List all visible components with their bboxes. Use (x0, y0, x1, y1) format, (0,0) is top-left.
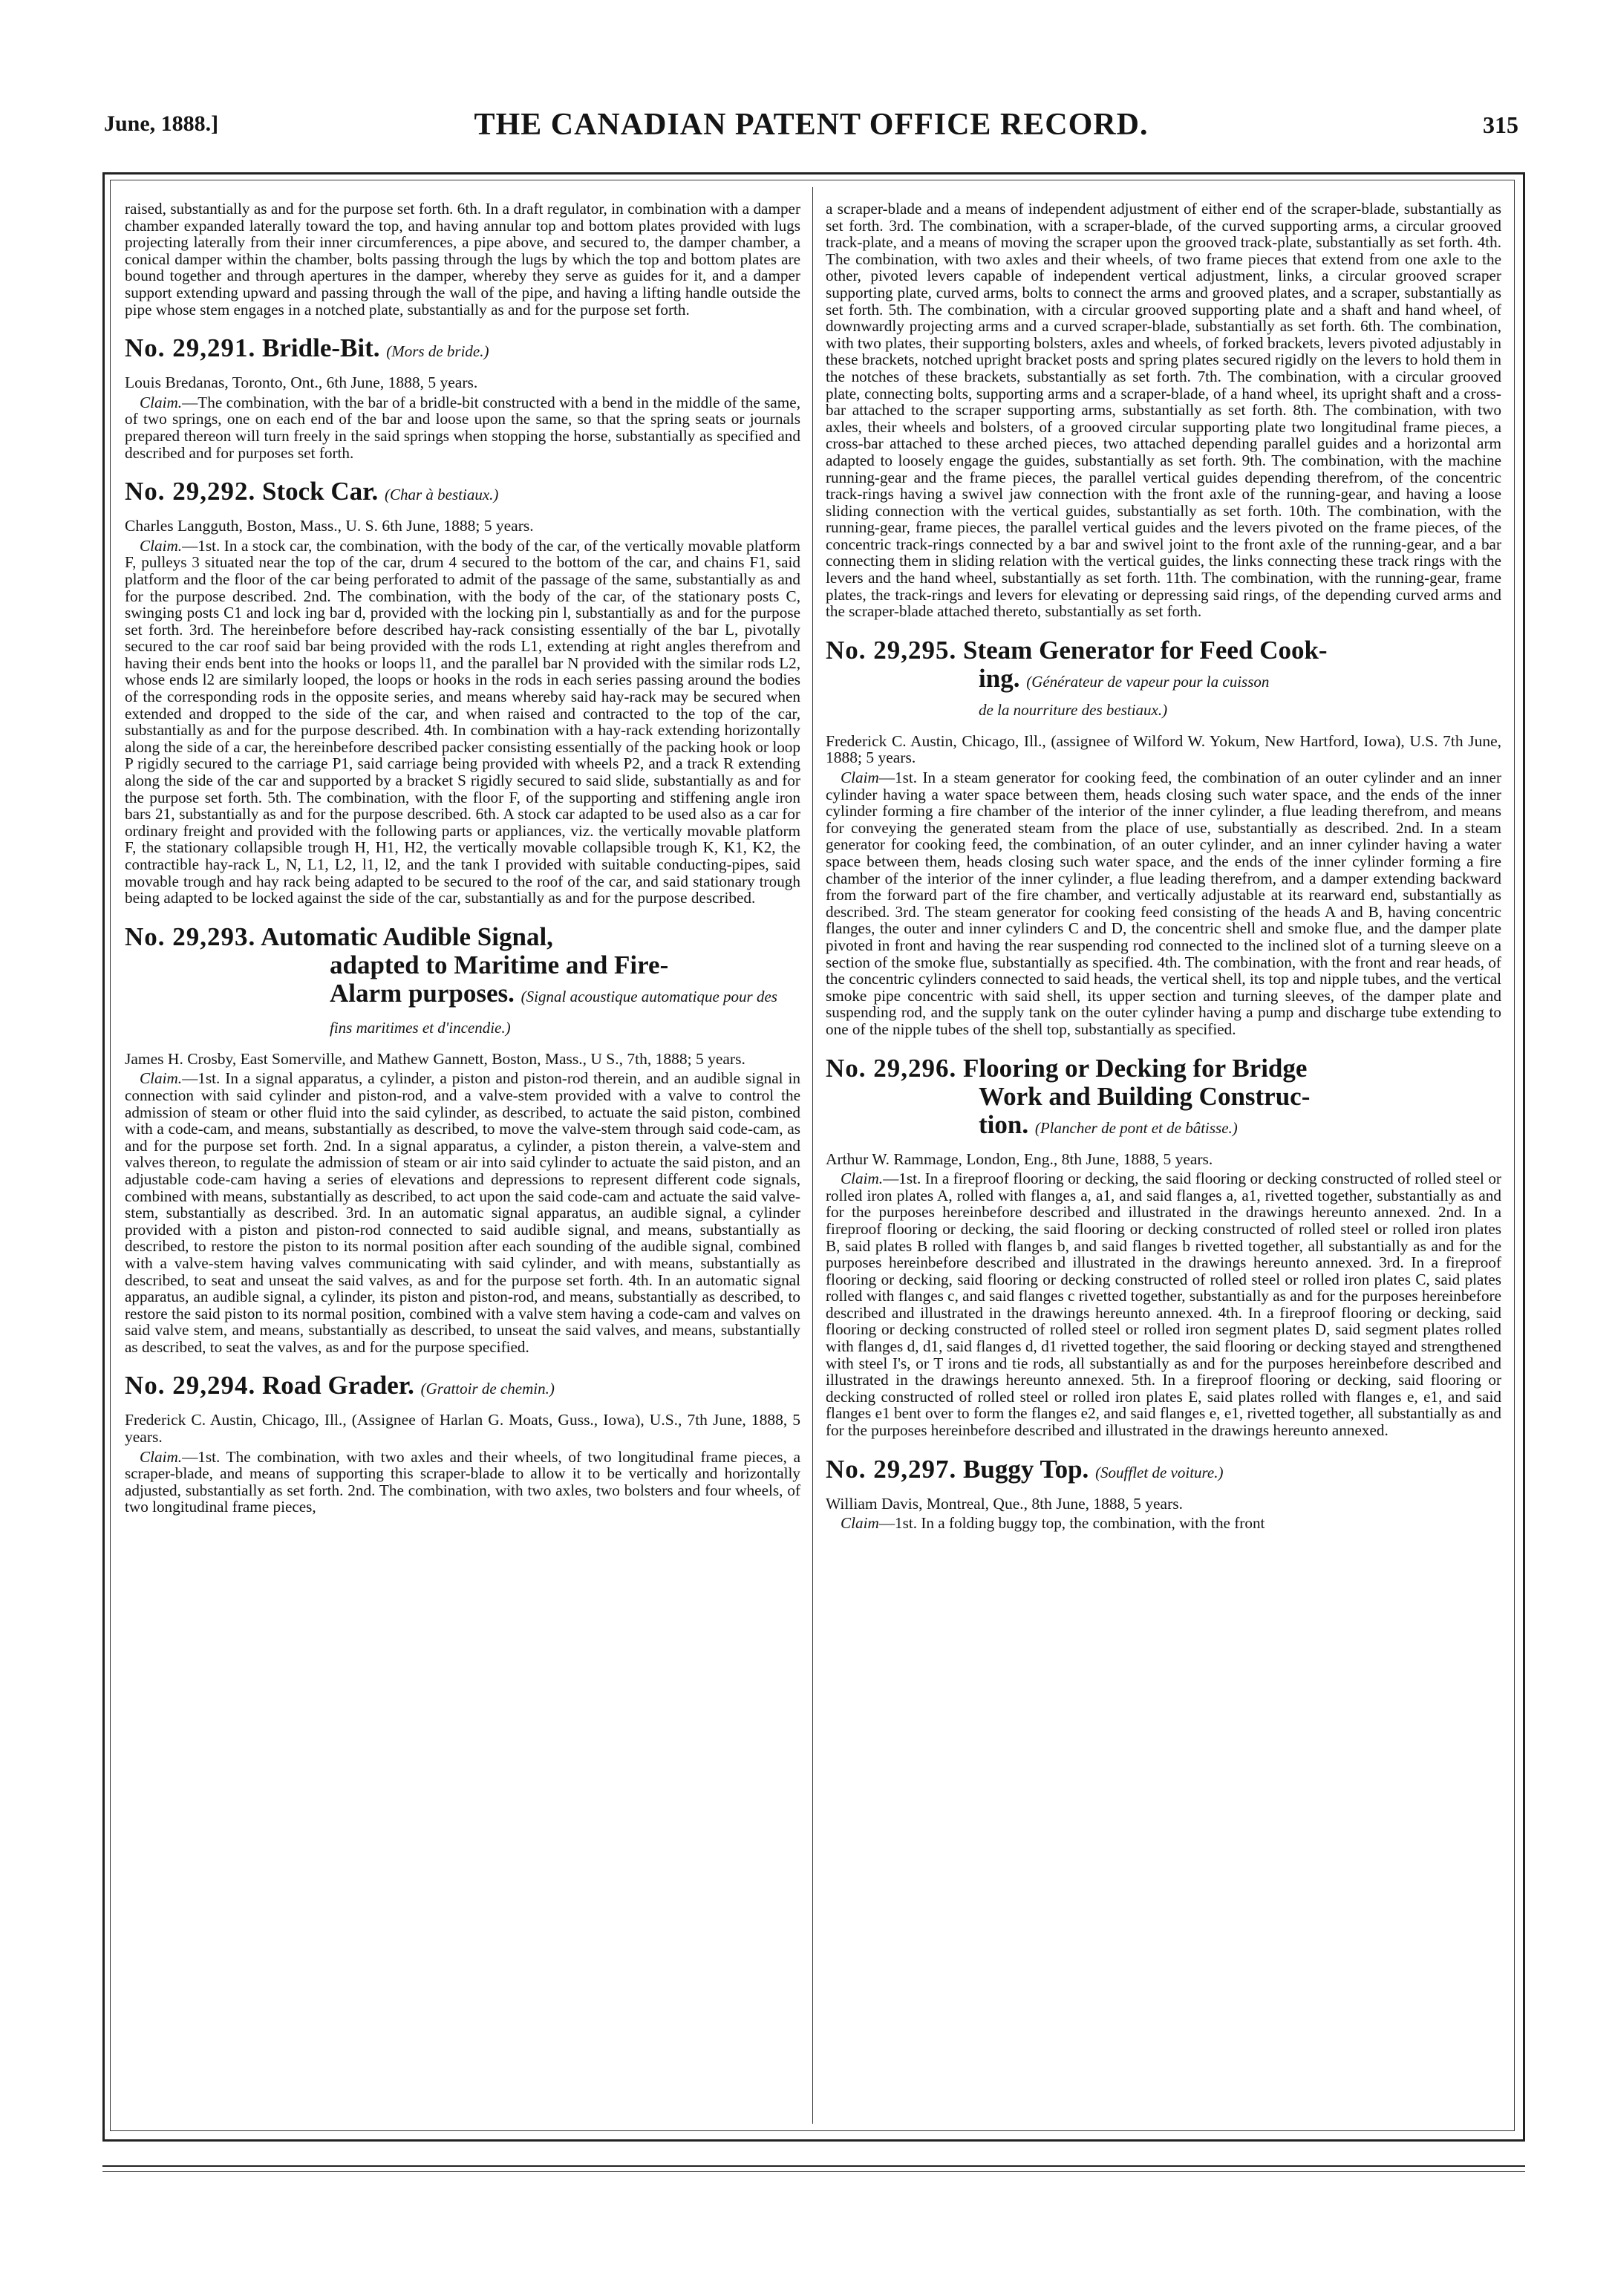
patentee: Frederick C. Austin, Chicago, Ill., (Assignee of Harlan G. Moats, Guss., Iowa), U.S., 7th June, 1888, 5 years. (125, 1411, 800, 1447)
patent-heading-29293 (125, 923, 800, 1042)
claim-body: —1st. In a signal apparatus, a cylinder, a piston and piston-rod therein, and an audible signal in connection with said cylinder and piston-rod, and a valve-stem provided with a valve to control the admission of steam or other fluid into the said cylinder, as described, to actuate the said piston, combined with a code-cam, and means, substantially as described, to move the valve-stem through said code-cam, as and for the purpose set forth. 2nd. In a signal apparatus, a cylinder, a piston therein, a valve-stem and valves thereon, to regulate the admission of steam or air into said cylinder to actuate the said piston, and an adjustable code-cam having a series of elevations and depressions to represent different code signals, combined with means, substantially as described, to act upon the said code-cam and actuate the said valve-stem, substantially as described. 3rd. In an automatic signal apparatus, an audible signal, a cylinder provided with a piston and piston-rod connected to said audible signal, and means, substantially as described, to restore the piston to its normal position after each sounding of the audible signal, combined with a valve-stem having valves communicating with said cylinder, and with means, substantially as described, to seat and unseat the said valves, as and for the purpose set forth. 4th. In an automatic signal apparatus, an audible signal, a cylinder, its piston and piston-rod, and means, substantially as described, to restore the said piston to its normal position, combined with a valve stem having a code-cam and valves on said valve stem, and means, substantially as described, to unseat the said valves, and means, substantially as described, to seat the valves, as and for the purpose specified. (125, 1069, 800, 1356)
claim-text (125, 538, 800, 907)
patent-title-line3: tion. (979, 1109, 1029, 1139)
patent-french-title: (Soufflet de voiture.) (1095, 1463, 1224, 1481)
patent-title-line1: Steam Generator for Feed Cook- (963, 635, 1328, 665)
claim-body: —1st. In a folding buggy top, the combination, with the front (878, 1514, 1265, 1533)
patent-number: No. 29,296. (826, 1053, 957, 1083)
patent-title: Road Grader. (262, 1371, 414, 1400)
patent-title-line3: Alarm purposes. (330, 978, 515, 1008)
claim-label: Claim. (140, 393, 183, 411)
patent-french-title: (Plancher de pont et de bâtisse.) (1034, 1118, 1238, 1137)
patent-french-title: (Signal acoustique automatique pour des fins maritimes et d'incendie.) (330, 987, 777, 1037)
column-divider (812, 187, 813, 2124)
patent-heading-29292 (125, 477, 800, 509)
patent-number: No. 29,295. (826, 635, 957, 665)
continuation-text: a scraper-blade and a means of independent adjustment of either end of the scraper-blade, substantially as set forth. 3rd. The combination, with a scraper-blade, of the curved supporting arms, a circular grooved track-plate, and a means of moving the scraper upon the grooved track-plate, substantially as set forth. 4th. The combination, with two axles and their wheels, of two frame pieces that extend from one axle to the other, pivoted levers capable of independent vertical adjustment, links, a circular grooved scraper supporting plate, curved arms, bolts to connect the arms and grooved plates, and a scraper, substantially as set forth. 5th. The combination, with a circular grooved supporting plate and a shaft and hand wheel, of downwardly projecting arms and a curved scraper-blade, substantially as set forth. 6th. The combination, with two plates, their supporting bolsters, axles and wheels, of forked brackets, levers pivoted adjustably in these brackets, notched upright bracket posts and spring plates secured rigidly on the levers to hold them in the notches of these brackets, substantially as set forth. 7th. The combination, with a circular grooved plate, connecting bolts, supporting arms and a scraper-blade, of a hand wheel, its upright shaft and a cross-bar attached to the scraper supporting arms, substantially as set forth. 8th. The combination, with two axles, their wheels and bolsters, of a grooved circular supporting plate two longitudinal frame pieces, a cross-bar attached to these arched pieces, two attached depending parallel guides and a horizontal arm adapted to loosely engage the guides, substantially as set forth. 9th. The combination, with the machine running-gear and the frame pieces, the parallel vertical guides depending therefrom, of the concentric track-rings having a swivel jaw connection with the front axle of the running-gear, and having a loose sliding connection with the vertical guides, substantially as set forth. 10th. The combination, with the running-gear, frame pieces, the parallel vertical guides and the levers pivoted on the frame pieces, of the concentric track-rings connected by a bar and swivel joint to the front axle of the running-gear, and a bar connecting them in sliding relation with the vertical guides, the links connecting these track rings with the levers and the hand wheel, substantially as set forth. 11th. The combination, with the running-gear, frame plates, the track-rings and levers for elevating or depressing said rings, of the depending curved arms and the scraper-blade attached thereto, substantially as set forth. (826, 200, 1501, 621)
claim-text (826, 769, 1501, 1038)
patent-french-title: (Char à bestiaux.) (385, 486, 499, 504)
patent-heading-29291 (125, 334, 800, 365)
claim-label: Claim (841, 769, 879, 787)
patent-title-line1: Automatic Audible Signal, (261, 922, 553, 951)
claim-label: Claim. (140, 1069, 183, 1088)
patent-title: Bridle-Bit. (262, 333, 380, 363)
patentee: Arthur W. Rammage, London, Eng., 8th June, 1888, 5 years. (826, 1149, 1213, 1168)
patent-title-line3-wrap (125, 979, 800, 1042)
claim-text (125, 1070, 800, 1355)
patent-french-title: (Mors de bride.) (386, 342, 489, 361)
patentee: Frederick C. Austin, Chicago, Ill., (assignee of Wilford W. Yokum, New Hartford, Iowa), U.S. 7th June, 1888; 5 years. (826, 731, 1501, 767)
claim-label: Claim (841, 1514, 879, 1533)
left-column (125, 200, 800, 2124)
patent-heading-29297 (826, 1455, 1501, 1487)
bottom-rule-thin (102, 2171, 1525, 2172)
claim-text (125, 1449, 800, 1516)
patentee: James H. Crosby, East Somerville, and Mathew Gannett, Boston, Mass., U S., 7th, 1888; 5 years. (125, 1049, 745, 1068)
patent-number: No. 29,291. (125, 333, 256, 363)
patent-heading-29296 (826, 1054, 1501, 1142)
continuation-text: raised, substantially as and for the purpose set forth. 6th. In a draft regulator, in combination with a damper chamber expanded laterally toward the top, and having annular top and bottom plates provided with lugs projecting laterally from their inner circumferences, a pipe above, and secured to, the damper chamber, a conical damper within the chamber, bolts passing through the lugs by which the top and bottom plates are bound together and through apertures in the damper, whereby they serve as guides for it, and a damper support extending upward and passing through the wall of the pipe, and having a lifting handle outside the pipe whose stem engages in a notched plate, substantially as and for the purpose set forth. (125, 200, 800, 319)
patentee: William Davis, Montreal, Que., 8th June, 1888, 5 years. (826, 1494, 1183, 1513)
claim-body: —1st. The combination, with two axles and their wheels, of two longitudinal frame pieces, a scraper-blade, and means of supporting this scraper-blade to allow it to be vertically and horizontally adjusted, substantially as set forth. 2nd. The combination, with two axles, two bolsters and four wheels, of two longitudinal frame pieces, (125, 1447, 800, 1516)
claim-body: —1st. In a fireproof flooring or decking, the said flooring or decking constructed of rolled steel or rolled iron plates A, rolled with flanges a, a1, and said flanges a, a1, rivetted together, substantially as and for the purposes hereinbefore described and illustrated in the drawings hereunto annexed. 2nd. In a fireproof flooring or decking, the said flooring or decking constructed of rolled steel or rolled iron plates B, said plates B rolled with flanges b, and said flanges b rivetted together, all substantially as and for the purposes hereinbefore described and illustrated in the drawings hereunto annexed. 3rd. In a fireproof flooring or decking, said flooring or decking constructed of rolled steel or rolled iron plates C, said plates rolled with flanges c, and said flanges c rivetted together, substantially as and for the purposes hereinbefore described and illustrated in the drawings hereunto annexed. 4th. In a fireproof flooring or decking, said flooring or decking constructed of rolled steel or rolled iron segment plates D, said segment plates rolled with flanges d, d1, said flanges d, d1 rivetted together, the said flooring or decking stayed and strengthened with steel I's, or T irons and tie rods, all substantially as and for the purposes hereinbefore described and illustrated in the drawings hereunto annexed. 5th. In a fireproof flooring or decking, said flooring or decking constructed of rolled steel or rolled iron plates E, said plates rolled with flanges e, e1, and said flanges e1 bent over to form the flanges e2, and said flanges e, e1, rivetted together, all substantially as and for the purposes hereinbefore described and illustrated in the drawings hereunto annexed. (826, 1170, 1501, 1440)
claim-body: —1st. In a stock car, the combination, with the body of the car, of the vertically movable platform F, pulleys 3 situated near the top of the car, drum 4 secured to the bottom of the car, and chains F1, said platform and the floor of the car being perforated to admit of the passage of the same, substantially as and for the purpose described. 2nd. The combination, with the body of the car, of the stationary posts C, swinging posts C1 and lock ing bar d, provided with the locking pin l, substantially as and for the purpose set forth. 3rd. The hereinbefore before described hay-rack consisting essentially of the bar L, pivotally secured to the car roof said bar being provided with the rods L1, extending at right angles therefrom and having their ends bent into the hooks or loops l1, and the parallel bar N provided with the similar rods L2, whose ends l2 are similarly looped, the loops or hooks in the rods in each series passing around the bodies of the corresponding rods in the opposite series, and means whereby said hay-rack may be secured when extended and dropped to the side of the car, and when raised and contracted to the top of the car, substantially as and for the purpose described. 4th. In combination with a hay-rack extending horizontally along the side of a car, the hereinbefore described packer consisting essentially of the packing hook or loop P rigidly secured to the carriage P1, said carriage being provided with wheels P2, and a track R extending along the side of the car and supported by a bracket S rigidly secured to said slide, substantially as and for the purpose set forth. 5th. The combination, with the floor F, of the supporting and stiffening angle iron bars 21, substantially as and for the purpose described. 6th. A stock car adapted to be used also as a car for ordinary freight and provided with the following parts or appliances, viz. the vertically movable platform F, the stationary collapsible trough H, H1, H2, the vertically movable collapsible trough K, K1, K2, the contractible hay-rack L, N, L1, L2, l1, l2, and the tank I provided with suitable conducting-pipes, said movable trough and hay rack being adapted to be secured to the roof of the car, and said stationary trough being adapted to be locked against the side of the car, substantially as and for the purpose described. (125, 536, 800, 907)
claim-label: Claim. (140, 1447, 183, 1466)
claim-text (125, 394, 800, 461)
page-header (104, 108, 1518, 156)
bottom-rule (102, 2165, 1525, 2167)
patent-title-line2: Work and Building Construc- (979, 1081, 1311, 1111)
patent-number: No. 29,292. (125, 477, 256, 506)
claim-label: Claim. (140, 536, 183, 555)
patent-number: No. 29,297. (826, 1454, 957, 1484)
patent-heading-29295 (826, 636, 1501, 724)
page-number: 315 (1483, 111, 1518, 138)
patentee: Charles Langguth, Boston, Mass., U. S. 6th June, 1888; 5 years. (125, 517, 534, 535)
patent-title: Buggy Top. (963, 1454, 1089, 1484)
header-title: THE CANADIAN PATENT OFFICE RECORD. (474, 108, 1149, 142)
patent-french-title: (Grattoir de chemin.) (420, 1380, 555, 1398)
claim-body: —The combination, with the bar of a bridle-bit constructed with a bend in the middle of the same, of two springs, one on each end of the bar and loose upon the same, so that the spring seats or journals prepared thereon will turn freely in the said springs when stopping the horse, substantially as specified and described and for purposes set forth. (125, 393, 800, 462)
claim-body: —1st. In a steam generator for cooking feed, the combination of an outer cylinder and an inner cylinder having a water space between them, heads closing such water space, and the ends of the inner cylinder forming a fire chamber of the interior of the inner cylinder, a flue leading therefrom, and means for conveying the generated steam from the place of use, substantially as described. 2nd. In a steam generator for cooking feed, the combination, of an outer cylinder, and an inner cylinder having a water space between them, heads closing such water space, and the ends of the inner cylinder forming a fire chamber of the interior of the inner cylinder, a flue leading therefrom, and a damper extending backward from the forward part of the fire chamber, and vertically adjustable at its rearward end, substantially as described. 3rd. The steam generator for cooking feed consisting of the heads A and B, having concentric flanges, the outer and inner cylinders C and D, the concentric shell and smoke flue, and the damper plate pivoted in front and having the rear suspending rod connected to the inclined slot of a turning sleeve on a section of the smoke flue, substantially as specified. 4th. The combination, with the front and rear heads, of the concentric cylinders connected to said heads, the vertical shell, its top and nipple tubes, and the vertical smoke pipe concentric with said shell, its upper section and turning sleeves, of the damper plate and suspending rod, and the supply tank on the outer cylinder having a pump and discharge tube extending to one of the nipple tubes of the shell top, substantially as specified. (826, 769, 1501, 1038)
claim-label: Claim. (841, 1170, 884, 1188)
patent-title-line2: ing. (979, 663, 1020, 693)
patent-number: No. 29,293. (125, 922, 256, 951)
patent-title-line1: Flooring or Decking for Bridge (963, 1053, 1308, 1083)
patent-number: No. 29,294. (125, 1371, 256, 1400)
patent-title-line3-wrap (826, 1111, 1501, 1142)
right-column (826, 200, 1501, 2124)
patent-french-title-line1: (Générateur de vapeur pour la cuisson (1026, 672, 1270, 691)
claim-text (826, 1170, 1501, 1439)
patent-title-line2-wrap (826, 665, 1501, 696)
patent-heading-29294 (125, 1372, 800, 1403)
patent-title-line2: adapted to Maritime and Fire- (330, 950, 669, 979)
patent-title: Stock Car. (262, 477, 379, 506)
patent-french-title-line2: de la nourriture des bestiaux.) (979, 700, 1168, 719)
claim-text (826, 1515, 1501, 1532)
header-date: June, 1888.] (104, 111, 219, 136)
patentee: Louis Bredanas, Toronto, Ont., 6th June, 1888, 5 years. (125, 374, 478, 392)
